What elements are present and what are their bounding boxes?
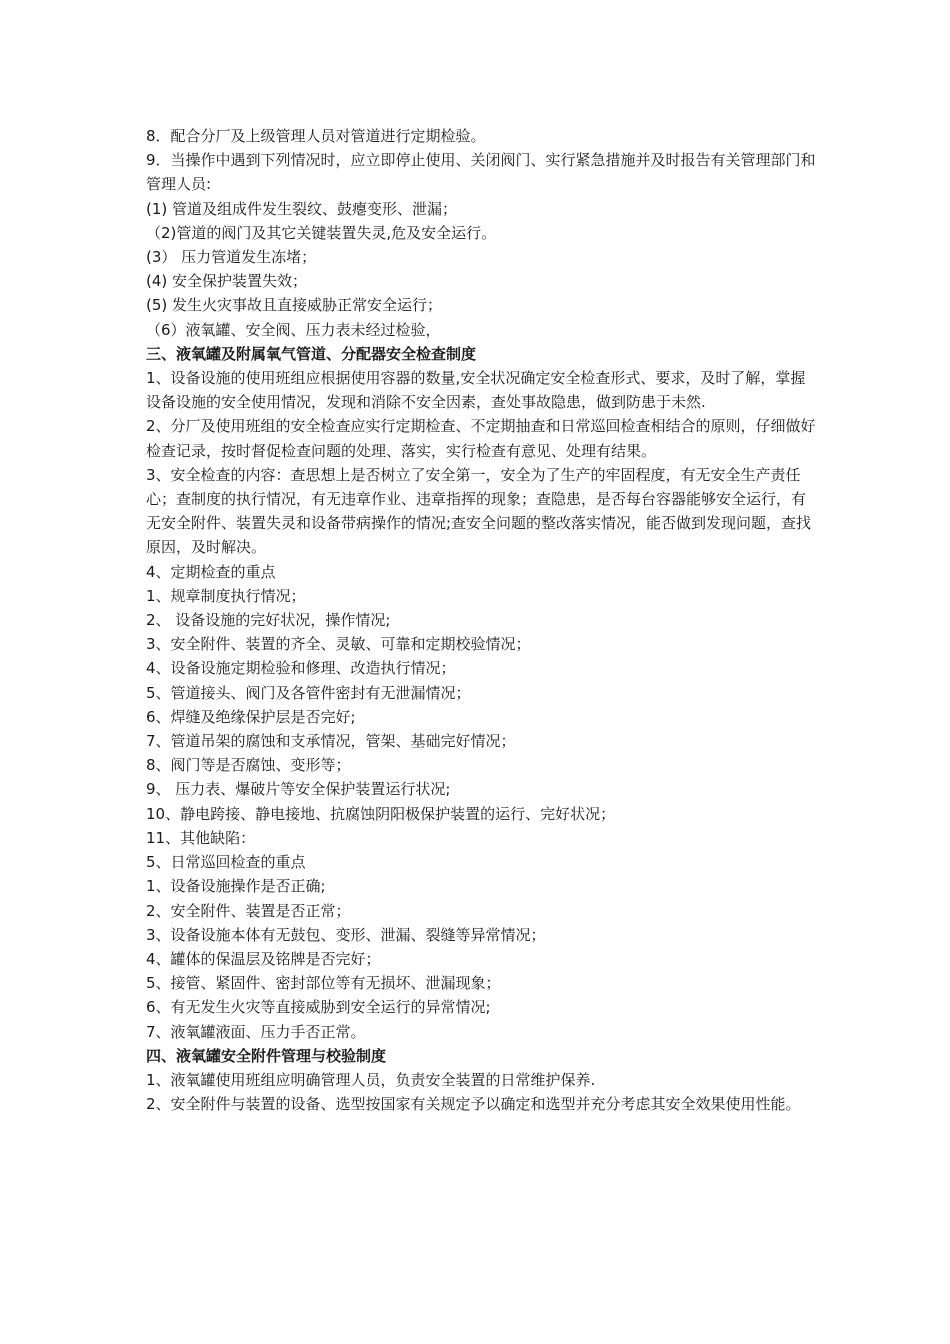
paragraph: 8．配合分厂及上级管理人员对管道进行定期检验。 (146, 127, 486, 145)
paragraph: 2、安全附件与装置的设备、选型按国家有关规定予以确定和选型并充分考虑其安全效果使用性能。 (146, 1095, 801, 1114)
paragraph: 3、安全附件、装置的齐全、灵敏、可靠和定期校验情况； (146, 635, 531, 654)
paragraph: 2、分厂及使用班组的安全检查应实行定期检查、不定期抽查和日常巡回检查相结合的原则，仔细做好检查记录，按时督促检查问题的处理、落实，实行检查有意见、处理有结果。 (146, 417, 816, 460)
paragraph: 2、安全附件、装置是否正常； (146, 901, 351, 920)
paragraph: 3、设备设施本体有无鼓包、变形、泄漏、裂缝等异常情况； (146, 925, 546, 944)
paragraph: （6）液氧罐、安全阀、压力表未经过检验， (146, 320, 441, 339)
paragraph: 7、管道吊架的腐蚀和支承情况，管架、基础完好情况； (146, 732, 516, 751)
paragraph: (1) 管道及组成件发生裂纹、鼓瘪变形、泄漏； (146, 199, 458, 218)
paragraph: 4、罐体的保温层及铭牌是否完好； (146, 949, 381, 968)
paragraph: 3、安全检查的内容：查思想上是否树立了安全第一，安全为了生产的牢固程度，有无安全生产责任心；查制度的执行情况，有无违章作业、违章指挥的现象；查隐患，是否每台容器能够安全运行，有无安全附件、装置失灵和设备带病操作的情况;查安全问题的整改落实情况，能否做到发现问题，查找原因，及时解决。 (146, 465, 812, 557)
paragraph: 11、其他缺陷： (146, 828, 256, 847)
paragraph: 10、静电跨接、静电接地、抗腐蚀阴阳极保护装置的运行、完好状况； (146, 804, 616, 823)
paragraph: 2、 设备设施的完好状况，操作情况; (146, 611, 391, 630)
document-page (146, 124, 816, 1116)
paragraph: 9．当操作中遇到下列情况时，应立即停止使用、关闭阀门、实行紧急措施并及时报告有关管理部门和管理人员: (146, 151, 816, 194)
paragraph: 1、设备设施的使用班组应根据使用容器的数量,安全状况确定安全检查形式、要求，及时了解，掌握设备设施的安全使用情况，发现和消除不安全因素，查处事故隐患，做到防患于未然. (146, 369, 806, 412)
paragraph: 4、设备设施定期检验和修理、改造执行情况； (146, 659, 456, 678)
paragraph: 5、日常巡回检查的重点 (146, 853, 306, 872)
paragraph: 5、接管、紧固件、密封部位等有无损坏、泄漏现象； (146, 974, 501, 993)
paragraph: 6、焊缝及绝缘保护层是否完好; (146, 707, 356, 726)
paragraph: 4、定期检查的重点 (146, 562, 276, 581)
section-heading: 三、液氧罐及附属氧气管道、分配器安全检查制度 (146, 344, 477, 363)
paragraph: 5、管道接头、阀门及各管件密封有无泄漏情况； (146, 683, 471, 702)
paragraph: (5) 发生火灾事故且直接威胁正常安全运行； (146, 296, 443, 315)
paragraph: 8、阀门等是否腐蚀、变形等； (146, 756, 351, 775)
paragraph: 1、规章制度执行情况； (146, 586, 306, 605)
paragraph: 9、 压力表、爆破片等安全保护装置运行状况; (146, 780, 451, 799)
paragraph: 6、有无发生火灾等直接威胁到安全运行的异常情况; (146, 998, 491, 1017)
paragraph: （2)管道的阀门及其它关键装置失灵,危及安全运行。 (146, 223, 497, 242)
paragraph: 7、液氧罐液面、压力手否正常。 (146, 1022, 366, 1041)
paragraph: (3） 压力管道发生冻堵； (146, 248, 317, 267)
section-heading: 四、液氧罐安全附件管理与校验制度 (146, 1046, 387, 1065)
paragraph: 1、液氧罐使用班组应明确管理人员，负责安全装置的日常维护保养. (146, 1070, 596, 1089)
paragraph: (4) 安全保护装置失效； (146, 272, 308, 291)
paragraph: 1、设备设施操作是否正确; (146, 877, 326, 896)
